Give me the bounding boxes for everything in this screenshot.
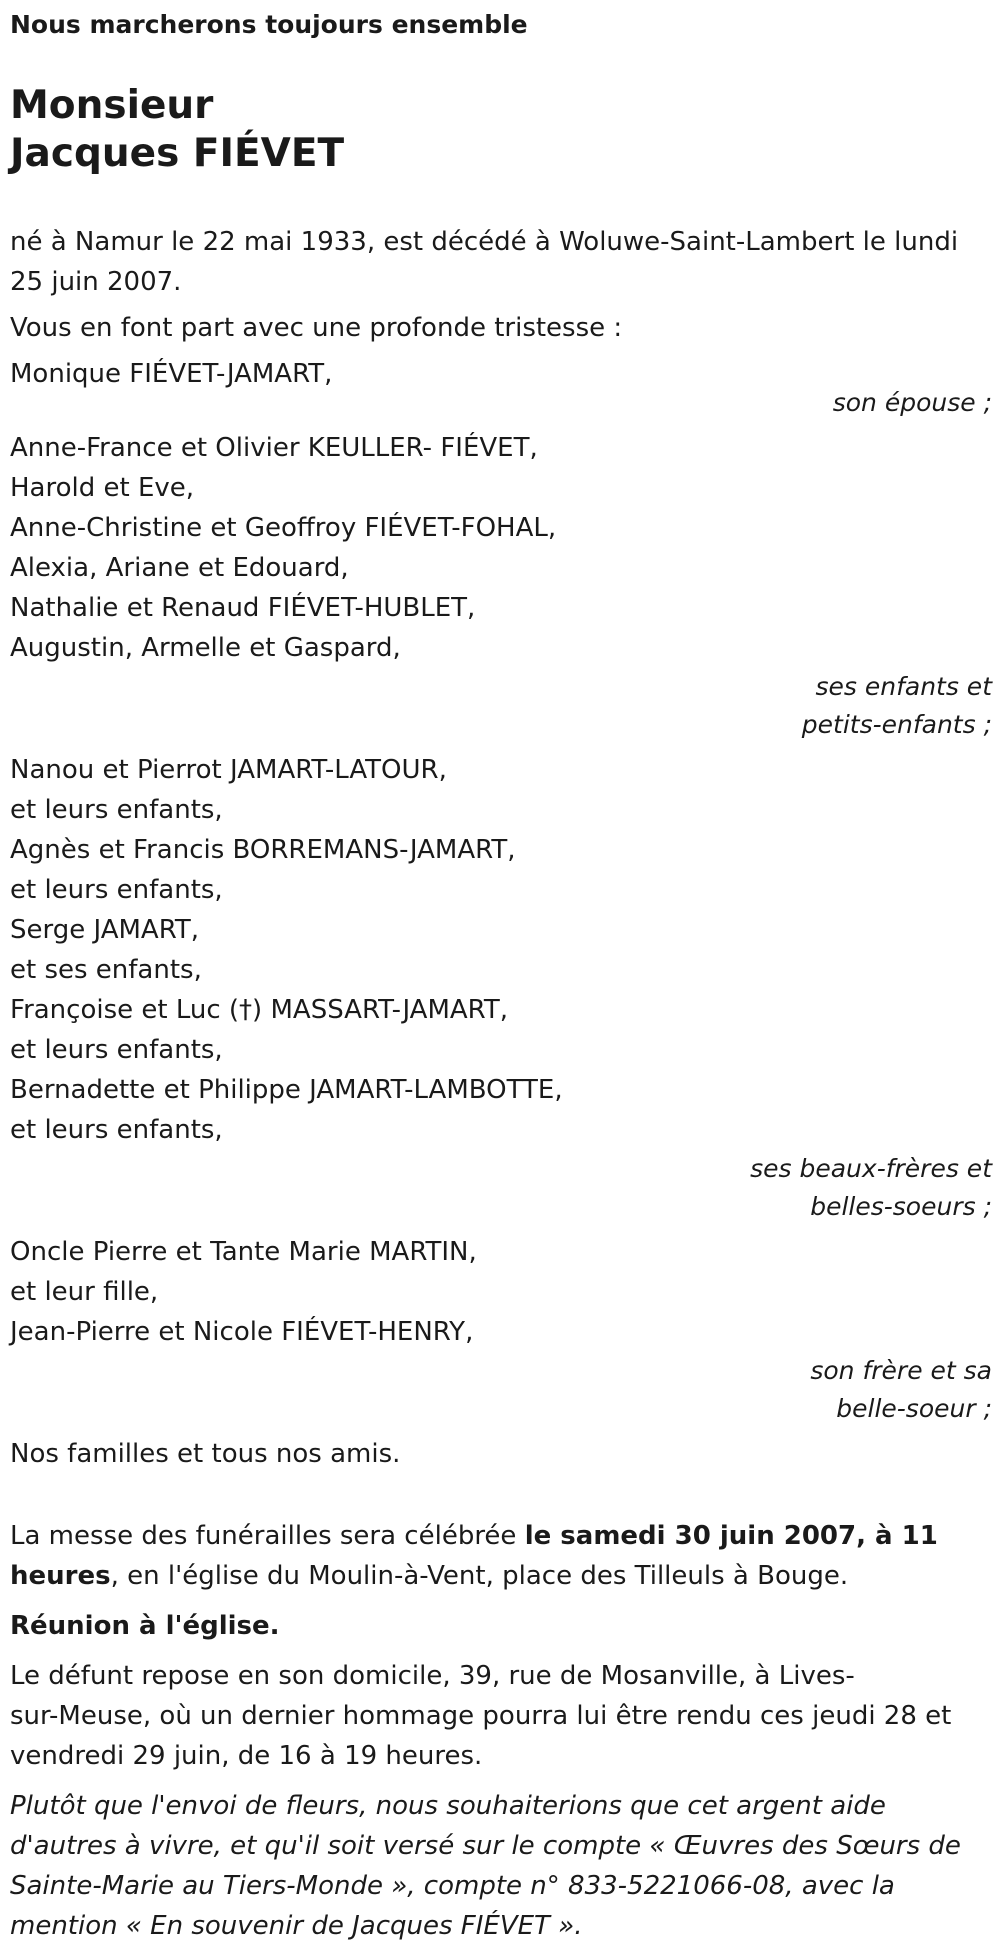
family-line: et leur fille, <box>10 1277 159 1307</box>
deceased-name <box>10 82 992 178</box>
motto: Nous marcherons toujours ensemble <box>10 10 528 39</box>
family-line: et ses enfants, <box>10 955 202 985</box>
flowers-line: Plutôt que l'envoi de fleurs, nous souhaiterions que cet argent aide <box>10 1791 886 1821</box>
family-line: Jean-Pierre et Nicole FIÉVET-HENRY, <box>10 1317 474 1347</box>
family-line: Anne-France et Olivier KEULLER- FIÉVET, <box>10 433 538 463</box>
relation-line: petits-enfants ; <box>801 710 992 739</box>
family-group-children <box>10 428 992 744</box>
meeting-note: Réunion à l'église. <box>10 1611 280 1641</box>
family-line: et leurs enfants, <box>10 795 223 825</box>
flowers-line: d'autres à vivre, et qu'il soit versé sur le compte « Œuvres des Sœurs de <box>10 1831 961 1861</box>
relation-label <box>10 668 992 744</box>
family-group-inlaws <box>10 750 992 1226</box>
funeral-line <box>10 1556 992 1596</box>
funeral-line <box>10 1516 992 1556</box>
family-line: Oncle Pierre et Tante Marie MARTIN, <box>10 1237 477 1267</box>
funeral-place: , en l'église du Moulin-à-Vent, place des Tilleuls à Bouge. <box>110 1561 849 1591</box>
family-line: Augustin, Armelle et Gaspard, <box>10 633 401 663</box>
name-title-line: Monsieur <box>10 83 214 128</box>
relation-line: belles-soeurs ; <box>810 1192 992 1221</box>
family-line: Serge JAMART, <box>10 915 200 945</box>
flowers-line: mention « En souvenir de Jacques FIÉVET ». <box>10 1911 583 1941</box>
relation-label <box>10 1150 992 1226</box>
family-line: Anne-Christine et Geoffroy FIÉVET-FOHAL, <box>10 513 557 543</box>
family-line: Nathalie et Renaud FIÉVET-HUBLET, <box>10 593 476 623</box>
family-line: Françoise et Luc (†) MASSART-JAMART, <box>10 995 508 1025</box>
flowers-request <box>10 1786 992 1946</box>
family-group-spouse <box>10 354 992 422</box>
closing-family: Nos familles et tous nos amis. <box>10 1439 401 1469</box>
relation-line: ses beaux-frères et <box>750 1154 992 1183</box>
family-line: Alexia, Ariane et Edouard, <box>10 553 349 583</box>
repose-line: sur-Meuse, où un dernier hommage pourra lui être rendu ces jeudi 28 et <box>10 1701 952 1731</box>
family-line: Nanou et Pierrot JAMART-LATOUR, <box>10 755 447 785</box>
repose-details <box>10 1656 992 1776</box>
funeral-text: La messe des funérailles sera célébrée <box>10 1521 525 1551</box>
relation-line: son épouse ; <box>832 388 992 417</box>
repose-line: vendredi 29 juin, de 16 à 19 heures. <box>10 1741 483 1771</box>
funeral-time: heures <box>10 1561 111 1591</box>
funeral-date: le samedi 30 juin 2007, à 11 <box>524 1521 938 1551</box>
birth-death-line: né à Namur le 22 mai 1933, est décédé à Woluwe-Saint-Lambert le lundi <box>10 227 959 257</box>
relation-line: belle-soeur ; <box>836 1394 992 1423</box>
family-group-siblings <box>10 1232 992 1428</box>
family-line: et leurs enfants, <box>10 1035 223 1065</box>
funeral-details <box>10 1516 992 1596</box>
family-line: et leurs enfants, <box>10 875 223 905</box>
family-line: Monique FIÉVET-JAMART, <box>10 359 333 389</box>
birth-death-line: 25 juin 2007. <box>10 267 182 297</box>
relation-line: son frère et sa <box>810 1356 992 1385</box>
relation-label <box>10 1352 992 1428</box>
obituary-page <box>10 0 992 1946</box>
flowers-line: Sainte-Marie au Tiers-Monde », compte n° 833-5221066-08, avec la <box>10 1871 895 1901</box>
family-line: Harold et Eve, <box>10 473 195 503</box>
family-line: Bernadette et Philippe JAMART-LAMBOTTE, <box>10 1075 563 1105</box>
name-full-line: Jacques FIÉVET <box>10 131 345 176</box>
birth-death-statement <box>10 222 992 302</box>
relation-line: ses enfants et <box>815 672 992 701</box>
family-line: Agnès et Francis BORREMANS-JAMART, <box>10 835 516 865</box>
repose-line: Le défunt repose en son domicile, 39, rue de Mosanville, à Lives- <box>10 1661 855 1691</box>
family-line: et leurs enfants, <box>10 1115 223 1145</box>
announcement: Vous en font part avec une profonde tristesse : <box>10 313 623 343</box>
